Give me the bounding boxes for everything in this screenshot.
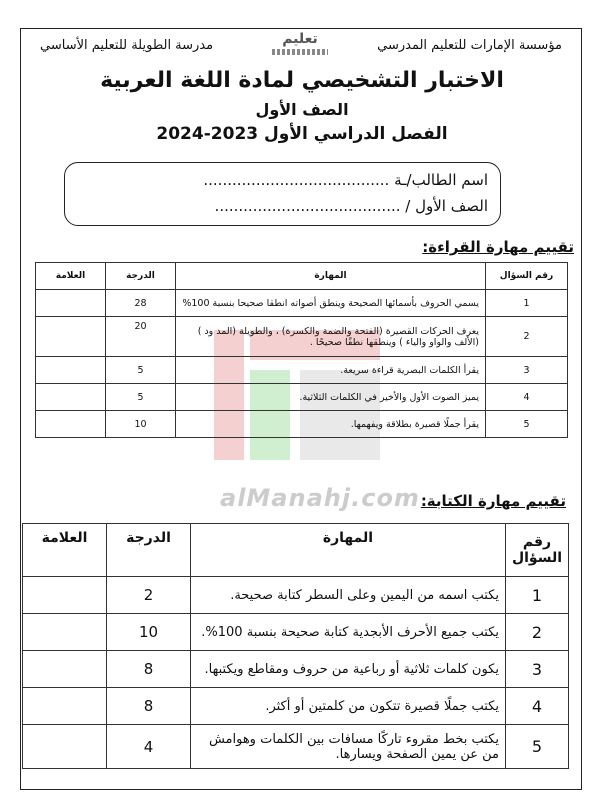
grade-value: 28 [106,290,176,317]
skill-text: يعرف الحركات القصيرة (الفتحة والضمة والكسرة) ، والطويلة (المد ود ) (الألف والواو والياء ) وينطقها نطقًا صحيحًا . [176,317,486,357]
grade-value: 5 [106,357,176,384]
term-title: الفصل الدراسي الأول 2023-2024 [156,124,448,144]
table-row [36,290,568,317]
skill-text: يقرأ الكلمات البصرية قراءة سريعة. [176,357,486,384]
school-name: مدرسة الطويلة للتعليم الأساسي [40,38,214,53]
logo-subtitle-lines [272,49,328,55]
column-header: العلامة [36,263,106,290]
question-number: 1 [486,290,568,317]
reading-table [35,262,568,438]
logo-text: تعليم [282,31,318,47]
writing-table [22,523,569,769]
grade-title: الصف الأول [255,100,349,119]
writing-heading: تقييم مهارة الكتابة: [420,492,566,510]
table-row [23,688,569,725]
skill-text: يسمي الحروف بأسمائها الصحيحة وينطق أصواته انطقا صحيحا بنسبة 100% [176,290,486,317]
ministry-name: مؤسسة الإمارات للتعليم المدرسي [377,38,562,53]
question-number: 5 [486,411,568,438]
table-row [23,614,569,651]
grade-value: 10 [107,614,191,651]
grade-value: 8 [107,688,191,725]
reading-heading: تقييم مهارة القراءة: [422,238,574,256]
skill-text: يكتب جميع الأحرف الأبجدية كتابة صحيحة بنسبة 100%. [191,614,506,651]
table-row [23,651,569,688]
grade-value: 20 [106,317,176,357]
exam-title: الاختبار التشخيصي لمادة اللغة العربية [100,68,504,93]
table-row [36,384,568,411]
mark-cell[interactable] [36,357,106,384]
table-row [36,411,568,438]
question-number: 4 [505,688,568,725]
skill-text: يكون كلمات ثلاثية أو رباعية من حروف ومقاطع ويكتبها. [191,651,506,688]
mark-cell[interactable] [23,651,107,688]
skill-text: يكتب جملًا قصيرة تتكون من كلمتين أو أكثر. [191,688,506,725]
question-number: 5 [505,725,568,769]
table-row [36,357,568,384]
mark-cell[interactable] [23,577,107,614]
table-row [23,577,569,614]
mark-cell[interactable] [23,614,107,651]
grade-value: 2 [107,577,191,614]
student-class-field[interactable]: الصف الأول / ....................................... [214,197,488,215]
table-header-row [36,263,568,290]
grade-value: 4 [107,725,191,769]
grade-value: 10 [106,411,176,438]
skill-text: يقرأ جملًا قصيرة بطلاقة ويفهمها. [176,411,486,438]
column-header: العلامة [23,524,107,577]
mark-cell[interactable] [36,290,106,317]
mark-cell[interactable] [23,725,107,769]
skill-text: يكتب اسمه من اليمين وعلى السطر كتابة صحيحة. [191,577,506,614]
table-row [36,317,568,357]
table-row [23,725,569,769]
ministry-logo [272,32,328,62]
column-header: المهارة [191,524,506,577]
column-header: رقم السؤال [486,263,568,290]
skill-text: يكتب بخط مقروء تاركًا مسافات بين الكلمات وهوامش من عن يمين الصفحة ويسارها. [191,725,506,769]
column-header: الدرجة [107,524,191,577]
question-number: 2 [505,614,568,651]
mark-cell[interactable] [36,411,106,438]
column-header: المهارة [176,263,486,290]
grade-value: 8 [107,651,191,688]
mark-cell[interactable] [23,688,107,725]
mark-cell[interactable] [36,384,106,411]
question-number: 1 [505,577,568,614]
student-name-field[interactable]: اسم الطالب/ـة ....................................... [203,171,488,189]
column-header: الدرجة [106,263,176,290]
mark-cell[interactable] [36,317,106,357]
question-number: 4 [486,384,568,411]
grade-value: 5 [106,384,176,411]
question-number: 3 [486,357,568,384]
skill-text: يميز الصوت الأول والأخير في الكلمات الثلاثية. [176,384,486,411]
question-number: 3 [505,651,568,688]
watermark-text: alManahj.com [220,484,420,512]
column-header: رقم السؤال [505,524,568,577]
question-number: 2 [486,317,568,357]
student-info-box [64,162,501,226]
table-header-row [23,524,569,577]
